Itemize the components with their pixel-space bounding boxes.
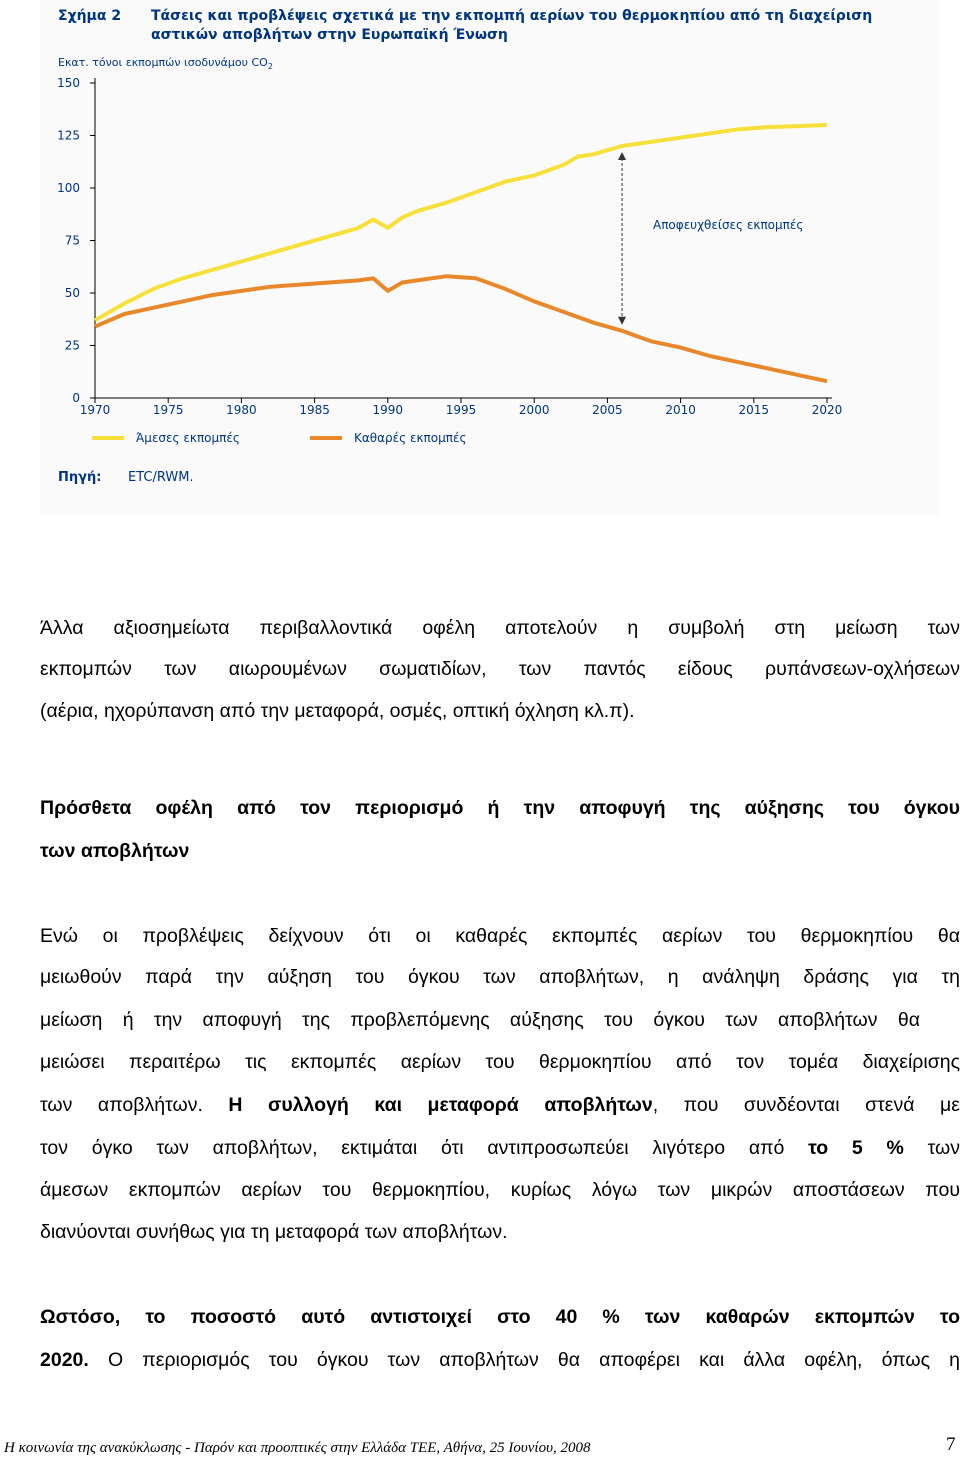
x-tick-label: 2015 xyxy=(738,403,770,417)
paragraph-2-line-2: μειωθούν παρά την αύξηση του όγκου των αποβλήτων, η ανάληψη δράσης για τη xyxy=(40,966,960,988)
paragraph-2-line-6: τον όγκο των αποβλήτων, εκτιμάται ότι αντιπροσωπεύει λιγότερο από το 5 % των xyxy=(40,1137,960,1159)
x-tick-label: 1980 xyxy=(226,403,257,417)
y-tick-label: 50 xyxy=(64,286,80,300)
bold-collection-transport: Η συλλογή και μεταφορά αποβλήτων xyxy=(228,1094,653,1116)
paragraph-3-line-2: 2020. Ο περιορισμός του όγκου των αποβλήτων θα αποφέρει και άλλα οφέλη, όπως η xyxy=(40,1349,960,1371)
figure-title: Τάσεις και προβλέψεις σχετικά με την εκπομπή αερίων του θερμοκηπίου από τη διαχείριση αστικών αποβλήτων στην Ευρωπαϊκή Ένωση xyxy=(151,8,873,43)
y-tick-label: 25 xyxy=(64,338,80,353)
x-tick-label: 1970 xyxy=(79,403,111,417)
paragraph-2-line-8: διανύονται συνήθως για τη μεταφορά των αποβλήτων. xyxy=(40,1221,508,1243)
section-heading-line-2: των αποβλήτων xyxy=(40,840,190,862)
x-tick-label: 2000 xyxy=(518,403,550,417)
source-value: ETC/RWM. xyxy=(128,470,194,485)
x-tick-label: 1995 xyxy=(445,403,477,417)
paragraph-3-line-1: Ωστόσο, το ποσοστό αυτό αντιστοιχεί στο 40 % των καθαρών εκπομπών το xyxy=(40,1306,960,1328)
x-tick-label: 2010 xyxy=(665,403,696,417)
page-number: 7 xyxy=(946,1434,956,1455)
y-axis-label: Εκατ. τόνοι εκπομπών ισοδυνάμου $CO_2$ xyxy=(58,56,273,72)
y-tick-label: 0 xyxy=(72,391,80,405)
paragraph-1-line-1: Άλλα αξιοσημείωτα περιβαλλοντικά οφέλη αποτελούν η συμβολή στη μείωση των xyxy=(40,617,960,639)
y-tick-label: 150 xyxy=(57,76,80,90)
x-tick-label: 2005 xyxy=(592,403,623,417)
annotation-arrow-head-bottom xyxy=(618,317,626,325)
paragraph-1-line-3: (αέρια, ηχορύπανση από την μεταφορά, οσμές, οπτική όχληση κλ.π). xyxy=(40,700,635,722)
x-tick-label: 1990 xyxy=(372,403,404,417)
x-tick-label: 1975 xyxy=(152,403,184,417)
paragraph-2-line-3: μείωση ή την αποφυγή της προβλεπόμενης αύξησης του όγκου των αποβλήτων θα xyxy=(40,1009,920,1031)
source-label: Πηγή: xyxy=(58,470,102,485)
legend-label-direct-emissions: Άμεσες εκπομπές xyxy=(136,431,240,445)
paragraph-2-line-7: άμεσων εκπομπών αερίων του θερμοκηπίου, κυρίως λόγω των μικρών αποστάσεων που xyxy=(40,1179,960,1201)
x-tick-label: 2020 xyxy=(811,403,843,417)
paragraph-2-line-4: μειώσει περαιτέρω τις εκπομπές αερίων του θερμοκηπίου από τον τομέα διαχείρισης xyxy=(40,1051,960,1073)
y-tick-label: 100 xyxy=(57,181,80,195)
emissions-chart xyxy=(0,0,960,520)
series-line-net-emissions xyxy=(95,276,827,381)
figure-number: Σχήμα 2 xyxy=(58,8,122,24)
annotation-label: Αποφευχθείσες εκπομπές xyxy=(653,218,804,232)
paragraph-2-line-5: των αποβλήτων. Η συλλογή και μεταφορά αποβλήτων, που συνδέονται στενά με xyxy=(40,1094,960,1116)
paragraph-2-line-1: Ενώ οι προβλέψεις δείχνουν ότι οι καθαρές εκπομπές αερίων του θερμοκηπίου θα xyxy=(40,925,960,947)
x-tick-label: 1985 xyxy=(299,403,330,417)
y-tick-label: 125 xyxy=(57,128,80,143)
bold-five-percent: το 5 % xyxy=(808,1137,904,1159)
section-heading-line-1: Πρόσθετα οφέλη από τον περιορισμό ή την αποφυγή της αύξησης του όγκου xyxy=(40,797,960,819)
page-footer: Η κοινωνία της ανακύκλωσης - Παρόν και προοπτικές στην Ελλάδα ΤΕΕ, Αθήνα, 25 Ιουνίου, 2008 xyxy=(4,1440,591,1456)
paragraph-1-line-2: εκπομπών των αιωρουμένων σωματιδίων, των παντός είδους ρυπάνσεων-οχλήσεων xyxy=(40,658,960,680)
annotation-arrow-head-top xyxy=(618,152,626,160)
y-tick-label: 75 xyxy=(64,233,80,248)
legend-label-net-emissions: Καθαρές εκπομπές xyxy=(354,431,467,445)
